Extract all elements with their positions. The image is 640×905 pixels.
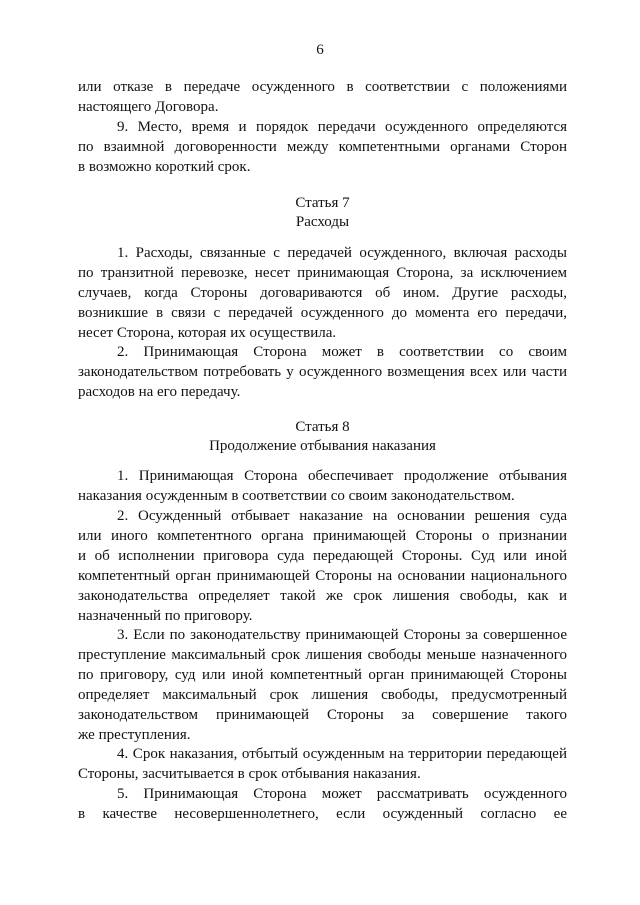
text-line: в качестве несовершеннолетнего, если осужденный согласно ее — [78, 806, 567, 822]
article-8-item-3 — [78, 625, 567, 745]
text-line: назначенный по приговору. — [78, 608, 253, 624]
text-line: или отказе в передаче осужденного в соответствии с положениями — [78, 79, 567, 95]
text-line: или иного компетентного органа принимающей Стороны о признании — [78, 528, 567, 544]
paragraph-item-9 — [78, 117, 567, 177]
article-8-heading — [78, 418, 567, 456]
text-line: Стороны, засчитывается в срок отбывания наказания. — [78, 766, 421, 782]
text-line: несет Сторона, которая их осуществила. — [78, 325, 337, 341]
article-8-item-5 — [78, 784, 567, 824]
text-line: и об исполнении приговора суда передающей Стороны. Суд или иной — [78, 548, 567, 564]
page-number: 6 — [316, 42, 324, 58]
text-line: 9. Место, время и порядок передачи осужденного определяются — [117, 119, 567, 135]
text-line: законодательства определяет такой же срок лишения свободы, как и — [78, 588, 567, 604]
text-line: 5. Принимающая Сторона может рассматривать осужденного — [117, 786, 567, 802]
article-7-item-1 — [78, 243, 567, 343]
article-title: Расходы — [295, 214, 350, 230]
article-number: Статья 8 — [295, 419, 350, 435]
text-line: 1. Принимающая Сторона обеспечивает продолжение отбывания — [117, 468, 567, 484]
text-line: преступление максимальный срок лишения свободы меньше назначенного — [78, 647, 567, 663]
text-line: 1. Расходы, связанные с передачей осужденного, включая расходы — [117, 245, 567, 261]
text-line: 2. Осужденный отбывает наказание на основании решения суда — [117, 508, 567, 524]
text-line: определяет максимальный срок лишения свободы, предусмотренный — [78, 687, 567, 703]
text-line: 4. Срок наказания, отбытый осужденным на территории передающей — [117, 746, 567, 762]
article-8-item-4 — [78, 744, 567, 784]
text-line: 2. Принимающая Сторона может в соответствии со своим — [117, 344, 567, 360]
article-8-item-2 — [78, 506, 567, 626]
text-line: законодательством принимающей Стороны за совершение такого — [78, 707, 567, 723]
text-line: по взаимной договоренности между компетентными органами Сторон — [78, 139, 567, 155]
paragraph-continuation — [78, 77, 567, 117]
text-line: законодательством потребовать у осужденного возмещения всех или части — [78, 364, 567, 380]
text-line: возникшие в связи с передачей осужденного до момента его передачи, — [78, 305, 567, 321]
text-line: в возможно короткий срок. — [78, 159, 251, 175]
text-line: 3. Если по законодательству принимающей Стороны за совершенное — [117, 627, 567, 643]
article-8-item-1 — [78, 466, 567, 506]
text-line: же преступления. — [78, 727, 191, 743]
text-line: компетентный орган принимающей Стороны на основании национального — [78, 568, 567, 584]
text-line: расходов на его передачу. — [78, 384, 241, 400]
text-line: настоящего Договора. — [78, 99, 219, 115]
article-7-item-2 — [78, 342, 567, 402]
text-line: наказания осужденным в соответствии со своим законодательством. — [78, 488, 515, 504]
article-number: Статья 7 — [295, 195, 350, 211]
text-line: случаев, когда Стороны договариваются об ином. Другие расходы, — [78, 285, 567, 301]
article-title: Продолжение отбывания наказания — [209, 438, 436, 454]
article-7-heading — [78, 194, 567, 232]
text-line: по транзитной перевозке, несет принимающая Сторона, за исключением — [78, 265, 567, 281]
text-line: по приговору, суд или иной компетентный орган принимающей Стороны — [78, 667, 567, 683]
